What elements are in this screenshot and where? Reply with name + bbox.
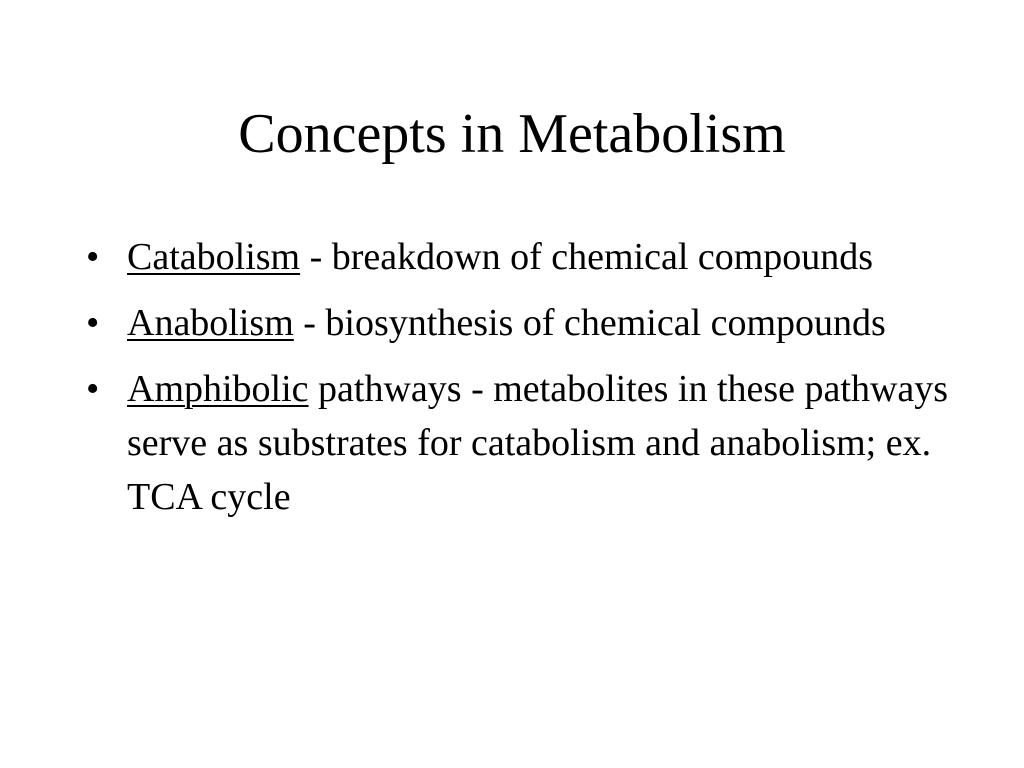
definition-anabolism: - biosynthesis of chemical compounds [293,302,886,344]
bullet-item-amphibolic [82,362,962,524]
term-catabolism: Catabolism [127,236,301,278]
bullet-icon: • [86,302,100,344]
slide-title: Concepts in Metabolism [238,103,786,165]
term-amphibolic: Amphibolic [127,368,309,410]
bullet-icon: • [86,236,100,278]
term-anabolism: Anabolism [127,302,294,344]
bullet-icon: • [86,368,100,410]
bullet-item-anabolism [82,296,962,350]
bullet-item-catabolism [82,230,962,284]
definition-catabolism: - breakdown of chemical compounds [300,236,874,278]
definition-amphibolic: pathways - metabolites in these pathways serve as substrates for catabolism and anabolism; ex. TCA cycle [127,368,949,518]
bullet-list [82,230,962,536]
